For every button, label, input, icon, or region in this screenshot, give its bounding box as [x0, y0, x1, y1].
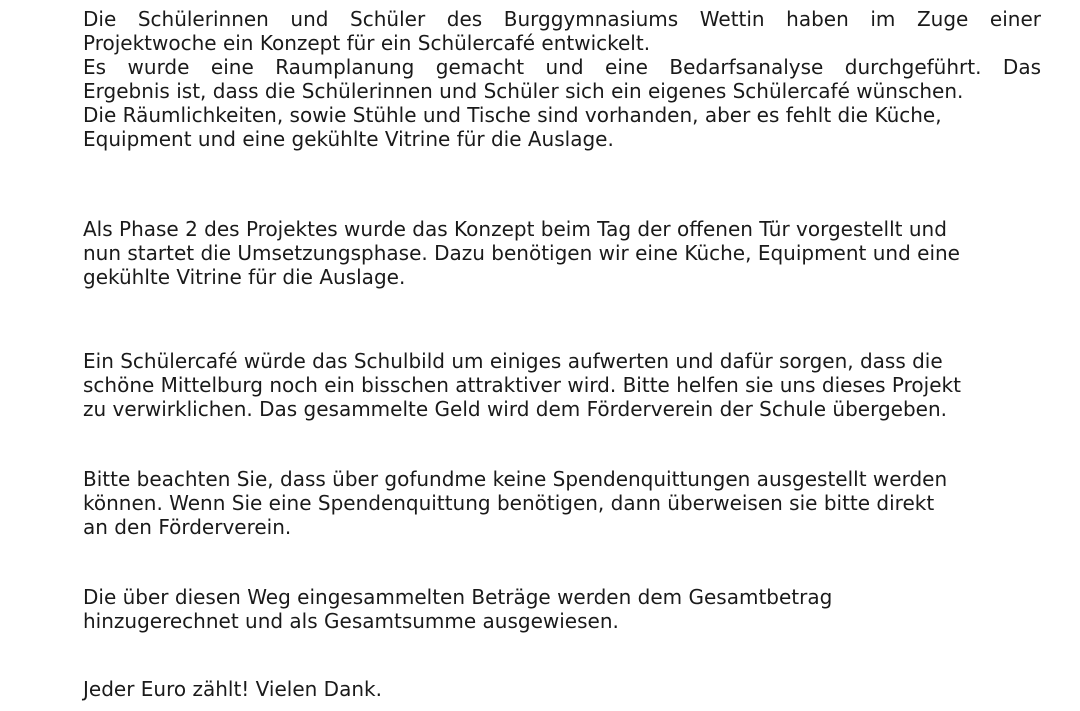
text-line: schöne Mittelburg noch ein bisschen attraktiver wird. Bitte helfen sie uns dieses Projekt	[83, 373, 961, 397]
text-line: Die über diesen Weg eingesammelten Beträge werden dem Gesamtbetrag	[83, 585, 833, 609]
text-line: an den Förderverein.	[83, 515, 292, 539]
text-line: Die Räumlichkeiten, sowie Stühle und Tische sind vorhanden, aber es fehlt die Küche,	[83, 103, 942, 127]
paragraph-phase-2	[83, 217, 1041, 289]
text-line: Es wurde eine Raumplanung gemacht und eine Bedarfsanalyse durchgeführt. Das	[83, 55, 1041, 79]
paragraph-closing	[83, 677, 1041, 701]
text-line: Als Phase 2 des Projektes wurde das Konzept beim Tag der offenen Tür vorgestellt und	[83, 217, 947, 241]
text-line: zu verwirklichen. Das gesammelte Geld wird dem Förderverein der Schule übergeben.	[83, 397, 947, 421]
text-line: gekühlte Vitrine für die Auslage.	[83, 265, 406, 289]
text-line: Jeder Euro zählt! Vielen Dank.	[83, 677, 382, 701]
text-line: Projektwoche ein Konzept für ein Schülercafé entwickelt.	[83, 31, 651, 55]
text-line: Die Schülerinnen und Schüler des Burggymnasiums Wettin haben im Zuge einer	[83, 7, 1041, 31]
paragraph-intro	[83, 7, 1041, 151]
paragraph-gesamtbetrag	[83, 585, 1041, 633]
text-line: nun startet die Umsetzungsphase. Dazu benötigen wir eine Küche, Equipment und eine	[83, 241, 960, 265]
text-line: Bitte beachten Sie, dass über gofundme keine Spendenquittungen ausgestellt werden	[83, 467, 948, 491]
text-line: Equipment und eine gekühlte Vitrine für die Auslage.	[83, 127, 614, 151]
text-line: Ergebnis ist, dass die Schülerinnen und Schüler sich ein eigenes Schülercafé wünschen.	[83, 79, 964, 103]
text-line: hinzugerechnet und als Gesamtsumme ausgewiesen.	[83, 609, 619, 633]
text-line: Ein Schülercafé würde das Schulbild um einiges aufwerten und dafür sorgen, dass die	[83, 349, 943, 373]
paragraph-schulbild	[83, 349, 1041, 421]
text-line: können. Wenn Sie eine Spendenquittung benötigen, dann überweisen sie bitte direkt	[83, 491, 935, 515]
paragraph-spendenquittung	[83, 467, 1041, 539]
